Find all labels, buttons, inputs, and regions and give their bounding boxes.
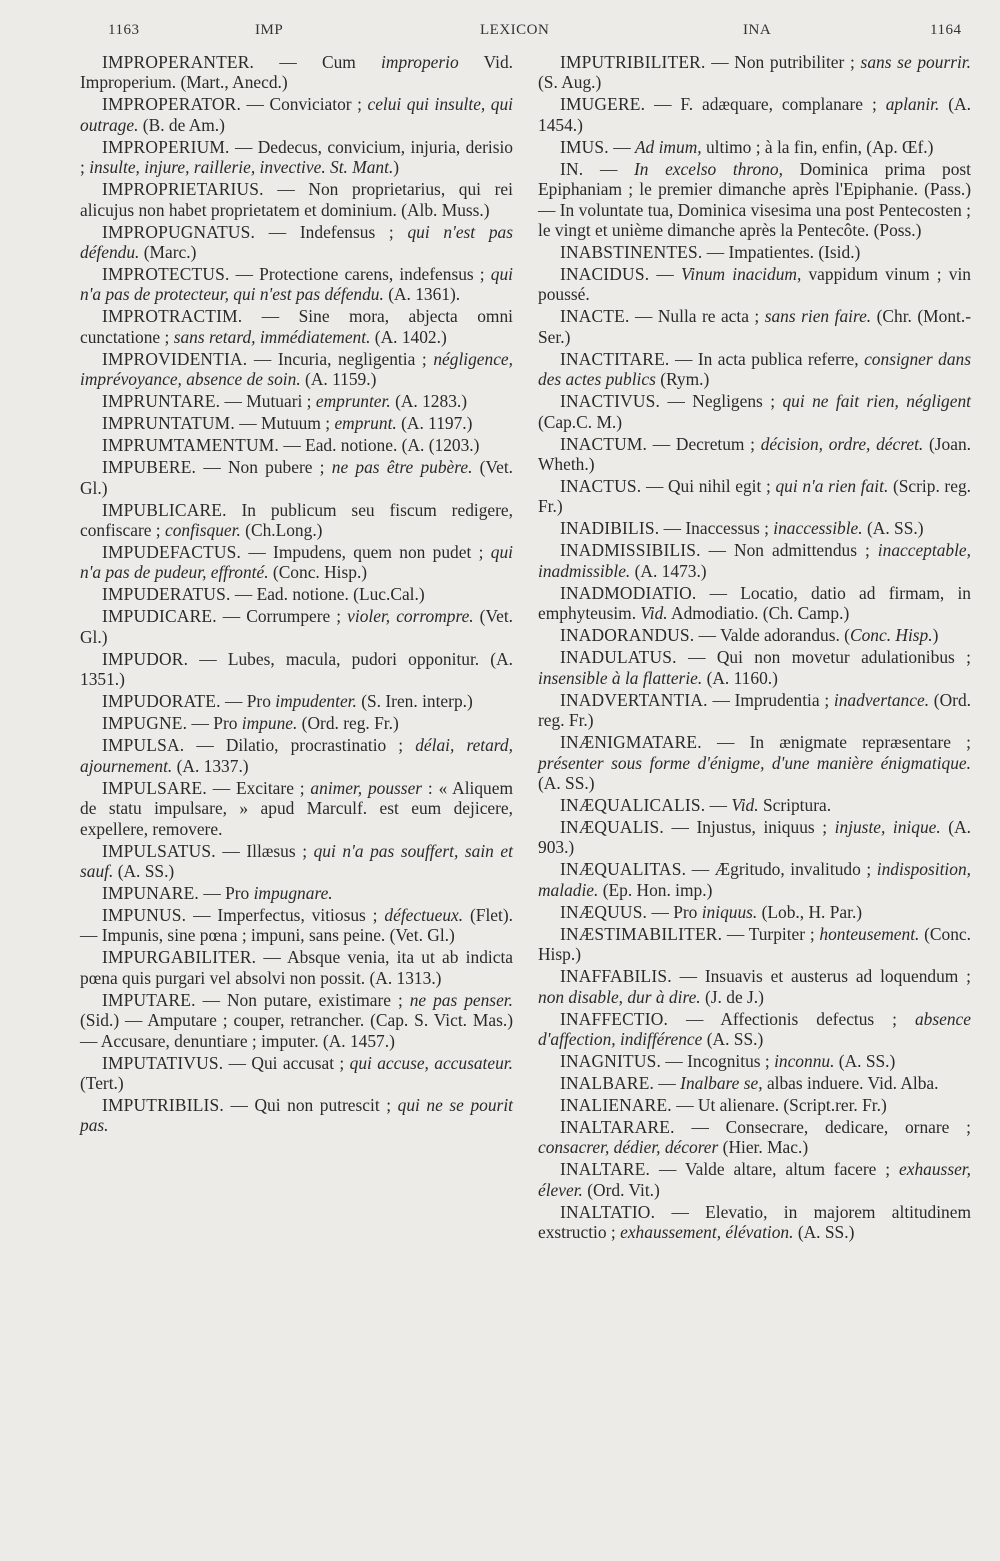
entry-definition: — Pro [198, 882, 254, 903]
dictionary-entry [80, 264, 513, 305]
entry-source: (Scrip. reg. Fr.) [538, 476, 971, 517]
entry-definition: — Affectionis defectus ; [668, 1008, 915, 1029]
entry-definition: — Negligens ; [660, 391, 783, 412]
dictionary-entry [538, 1095, 971, 1115]
dictionary-entry [80, 841, 513, 882]
dictionary-entry [80, 500, 513, 541]
entry-headword: IMPULSA. [102, 735, 185, 756]
entry-translation: sans retard, immédiatement. [173, 326, 371, 347]
entry-translation: qui ne fait rien, négligent [782, 391, 971, 412]
dictionary-entry [538, 52, 971, 93]
entry-headword: INACTE. [560, 306, 630, 327]
entry-headword: IMPROTRACTIM. [102, 306, 243, 327]
dictionary-entry [538, 137, 971, 157]
entry-translation: inacceptable, inadmissible. [538, 540, 971, 581]
entry-translation: présenter sous forme d'énigme, d'une manière énigmatique. [538, 752, 971, 773]
entry-definition: — Incognitus ; [661, 1050, 775, 1071]
dictionary-entry [80, 542, 513, 583]
entry-definition: — In ænigmate repræsentare ; [701, 732, 971, 753]
entry-headword: INAFFABILIS. [560, 966, 672, 987]
entry-headword: INACTITARE. [560, 348, 670, 369]
entry-source: (Conc. Hisp.) [268, 562, 368, 583]
entry-headword: IMPULSATUS. [102, 840, 216, 861]
entry-source: (Flet). — Impunis, sine pœna ; impuni, sans peine. (Vet. Gl.) [80, 904, 513, 946]
dictionary-entry [80, 457, 513, 498]
entry-definition: — Dedecus, convicium, injuria, derisio ; [80, 136, 513, 178]
dictionary-entry [80, 947, 513, 988]
entry-headword: IMPUDERATUS. [102, 584, 231, 605]
entry-definition: — Qui nihil egit ; [641, 476, 776, 497]
entry-definition: — Non proprietarius, qui rei alicujus non habet proprietatem et dominium. (Alb. Muss.) [80, 179, 513, 220]
entry-definition: — Impatientes. (Isid.) [702, 242, 861, 263]
dictionary-entry [80, 222, 513, 263]
entry-headword: IN. [560, 158, 584, 179]
left-page-number: 1163 [108, 22, 140, 38]
dictionary-entry [538, 817, 971, 858]
entry-headword: INADIBILIS. [560, 518, 660, 539]
dictionary-entry [538, 924, 971, 965]
entry-translation: In excelso throno, [633, 158, 783, 179]
entry-source: (A. 1197.) [396, 413, 473, 434]
entry-translation: insensible à la flatterie. [538, 667, 703, 688]
entry-headword: IMPUTARE. [102, 989, 196, 1010]
entry-source: (A. 1160.) [702, 667, 778, 688]
entry-definition: — Non putare, existimare ; [195, 989, 410, 1010]
entry-translation: Inalbare se, [680, 1072, 763, 1093]
entry-definition: — Non admittendus ; [700, 540, 878, 561]
entry-translation: qui n'a rien fait. [775, 476, 889, 497]
entry-definition: — F. adæquare, complanare ; [645, 94, 886, 115]
entry-definition: — Ead. notione. (A. (1203.) [278, 435, 480, 456]
entry-translation: qui n'a pas de protecteur, qui n'est pas défendu. [80, 264, 513, 305]
entry-definition: — Locatio, datio ad firmam, in emphyteusim. [538, 582, 971, 624]
entry-source: : « Aliquem de statu impulsare, » apud Marculf. est eum dejicere, expellere, removere. [80, 777, 513, 839]
entry-source: (A. 903.) [538, 816, 971, 858]
entry-translation: non disable, dur à dire. [538, 986, 701, 1007]
dictionary-entry [538, 349, 971, 390]
dictionary-entry [80, 649, 513, 690]
entry-translation: Vid. [731, 794, 759, 815]
dictionary-entry [538, 690, 971, 731]
entry-definition: — Imprudentia ; [707, 689, 834, 710]
entry-source: (S. Iren. interp.) [356, 691, 473, 712]
dictionary-entry [80, 691, 513, 711]
entry-translation: décision, ordre, décret. [760, 433, 924, 454]
entry-definition: — Conviciator ; [241, 94, 368, 115]
entry-definition: — Excitare ; [206, 777, 311, 798]
dictionary-entry [538, 732, 971, 793]
dictionary-entry [538, 264, 971, 305]
entry-definition: — Lubes, macula, pudori opponitur. (A. 1351.) [80, 648, 513, 690]
entry-definition: — Pro [220, 691, 276, 712]
dictionary-entry [80, 349, 513, 390]
entry-definition: — Elevatio, in majorem altitudinem exstructio ; [538, 1201, 971, 1243]
entry-source: Dominica prima post Epiphaniam ; le premier dimanche après l'Epiphanie. (Pass.) — In voluntate tua, Dominica visesima una post Pentecosten ; le vingt et unième dimanche après la Pentecôte. (Poss.) [538, 158, 971, 241]
entry-definition: — Sine mora, abjecta omni cunctatione ; [80, 306, 513, 347]
entry-translation: Vid. [640, 603, 668, 624]
dictionary-entry [80, 606, 513, 647]
entry-definition: — Valde altare, altum facere ; [650, 1159, 900, 1180]
entry-definition: — Qui accusat ; [223, 1052, 350, 1073]
entry-translation: indisposition, maladie. [538, 859, 971, 900]
entry-headword: INAGNITUS. [560, 1050, 662, 1071]
entry-source: (Sid.) — Amputare ; couper, retrancher. (Cap. S. Vict. Mas.) — Accusare, denuntiare ; imputer. (A. 1457.) [80, 1010, 513, 1051]
entry-source: (Tert.) [80, 1072, 124, 1093]
entry-definition: — Ead. notione. (Luc.Cal.) [230, 584, 425, 605]
entry-headword: INACIDUS. [560, 264, 650, 285]
entry-definition: — Ut [671, 1094, 720, 1115]
entry-definition: — Ægritudo, invalitudo ; [686, 859, 877, 880]
entry-definition: — Non pubere ; [196, 457, 332, 478]
dictionary-entry [80, 883, 513, 903]
right-page-number: 1164 [930, 22, 962, 38]
entry-definition: — Qui non movetur adulationibus ; [676, 647, 971, 668]
dictionary-entry [538, 647, 971, 688]
entry-headword: IMPROPERATOR. [102, 94, 242, 115]
dictionary-entry [80, 735, 513, 776]
entry-source: (Ep. Hon. imp.) [598, 879, 713, 900]
entry-headword: IMPROPERANTER. [102, 52, 255, 72]
entry-translation: qui ne se pourit pas. [80, 1094, 513, 1136]
dictionary-entry [80, 1053, 513, 1094]
entry-headword: INACTIVUS. [560, 391, 661, 412]
entry-definition: — Mutuum ; [234, 413, 335, 434]
entry-source: ) [932, 625, 939, 646]
dictionary-entry [80, 94, 513, 135]
dictionary-entry [538, 94, 971, 135]
entry-headword: IMPUTRIBILITER. [560, 52, 706, 72]
dictionary-entry [538, 391, 971, 432]
entry-translation: négligence, imprévoyance, absence de soin. [80, 348, 513, 390]
entry-translation: qui accuse, accusateur. [349, 1052, 513, 1073]
entry-translation: sans se pourrir. [860, 52, 971, 72]
entry-headword: IMPRUNTARE. [102, 391, 221, 412]
entry-source: (Marc.) [139, 242, 197, 263]
entry-headword: IMUGERE. [560, 94, 646, 115]
dictionary-entry [80, 713, 513, 733]
entry-translation: impugnare. [253, 882, 333, 903]
entry-translation: ne pas être pubère. [331, 457, 473, 478]
entry-source: (Cap.C. M.) [538, 411, 623, 432]
entry-translation: inaccessible. [773, 518, 863, 539]
dictionary-entry [80, 179, 513, 220]
entry-definition: — Protectione carens, indefensus ; [229, 264, 491, 285]
entry-source: (A. SS.) [834, 1050, 896, 1071]
entry-headword: IMPUGNE. [102, 713, 188, 734]
entry-translation: honteusement. [819, 923, 920, 944]
entry-source: (B. de Am.) [138, 114, 225, 135]
entry-headword: IMPUBERE. [102, 457, 197, 478]
entry-source: (Ord. reg. Fr.) [297, 713, 399, 734]
dictionary-entry [538, 1009, 971, 1050]
dictionary-entry [538, 434, 971, 475]
entry-source: alienare. (Script.rer. Fr.) [719, 1094, 887, 1115]
dictionary-entry [80, 1095, 513, 1136]
entry-definition: — Consecrare, dedicare, ornare ; [674, 1116, 971, 1137]
dictionary-entry [80, 52, 513, 93]
left-column [80, 52, 513, 1137]
entry-headword: INÆQUALITAS. [560, 859, 687, 880]
left-running-head: IMP [255, 22, 284, 38]
entry-definition: — Pro [187, 713, 242, 734]
entry-headword: INÆQUALICALIS. [560, 794, 706, 815]
entry-source: (A. SS.) [113, 860, 175, 881]
entry-translation: confisquer. [164, 520, 241, 541]
entry-translation: emprunt. [334, 413, 397, 434]
right-running-head: INA [743, 22, 772, 38]
entry-source: (Hier. Mac.) [718, 1137, 809, 1158]
entry-translation: exhausser, élever. [538, 1159, 971, 1200]
entry-definition: — Absque venia, ita ut ab indicta pœna quis purgari vel absolvi non possit. (A. 1313.) [80, 947, 513, 988]
dictionary-entry [538, 476, 971, 517]
dictionary-entry [538, 625, 971, 645]
entry-translation: Vinum inacidum, [680, 264, 802, 285]
dictionary-entry [80, 306, 513, 347]
entry-source: (A. 1337.) [172, 755, 249, 776]
entry-translation: celui qui insulte, qui outrage. [80, 94, 514, 135]
entry-definition: — Inaccessus ; [659, 518, 774, 539]
dictionary-entry [538, 518, 971, 538]
entry-source: (A. SS.) [793, 1222, 855, 1243]
entry-source: (Vet. Gl.) [80, 457, 513, 498]
entry-headword: IMPUDICARE. [102, 606, 217, 627]
entry-definition: — Mutuari ; [220, 391, 316, 412]
entry-definition: — Incuria, negligentia ; [247, 348, 434, 369]
entry-headword: INALIENARE. [560, 1094, 672, 1115]
entry-source: (Lob., H. Par.) [757, 901, 863, 922]
entry-translation: Ad imum, [634, 136, 702, 157]
entry-headword: INALTARE. [560, 1159, 651, 1180]
entry-source: (A. 1473.) [630, 560, 707, 581]
entry-translation: emprunter. [315, 391, 391, 412]
dictionary-entry [80, 391, 513, 411]
entry-source: albas induere. Vid. Alba. [762, 1072, 939, 1093]
entry-source: (A. SS.) [538, 772, 595, 793]
dictionary-entry [538, 1117, 971, 1158]
entry-translation: impudenter. [275, 691, 357, 712]
entry-definition: — Cum [254, 52, 382, 72]
entry-headword: INÆSTIMABILITER. [560, 923, 723, 944]
entry-translation: aplanir. [885, 94, 940, 115]
entry-headword: INÆQUALIS. [560, 816, 664, 837]
entry-headword: INALTATIO. [560, 1201, 656, 1222]
entry-definition: — Turpiter ; [722, 923, 820, 944]
entry-definition: — Impudens, quem non pudet ; [241, 542, 491, 563]
entry-source: (A. SS.) [702, 1028, 764, 1049]
entry-headword: IMPROPERIUM. [102, 136, 230, 157]
entry-headword: INADMISSIBILIS. [560, 540, 701, 561]
entry-source: Vid. Improperium. (Mart., Anecd.) [80, 52, 513, 93]
entry-translation: ne pas penser. [409, 989, 513, 1010]
entry-translation: improperio [381, 52, 459, 72]
entry-source: (A. 1283.) [390, 391, 468, 412]
entry-definition: — Non putribiliter ; [705, 52, 861, 72]
entry-definition: — Decretum ; [647, 433, 761, 454]
dictionary-entry [80, 584, 513, 604]
entry-translation: qui n'a pas de pudeur, effronté. [80, 542, 513, 583]
entry-headword: IMPRUNTATUM. [102, 413, 235, 434]
entry-headword: INABSTINENTES. [560, 242, 703, 263]
entry-translation: violer, corrompre. [347, 606, 474, 627]
entry-definition: — [654, 1072, 681, 1093]
entry-translation: absence d'affection, indifférence [538, 1008, 971, 1049]
entry-headword: INALBARE. [560, 1072, 655, 1093]
entry-source: (A. 1361). [383, 284, 461, 305]
entry-translation: défectueux. [384, 904, 464, 925]
entry-definition: In publicum seu fiscum redigere, confiscare ; [80, 499, 513, 541]
dictionary-entry [80, 137, 513, 178]
dictionary-entry [80, 435, 513, 455]
entry-headword: IMPROPRIETARIUS. [102, 179, 264, 200]
dictionary-entry [538, 966, 971, 1007]
entry-definition: — [608, 136, 635, 157]
entry-translation: animer, pousser [310, 777, 423, 798]
entry-translation: exhaussement, élévation. [620, 1222, 794, 1243]
entry-source: (Joan. Wheth.) [538, 433, 971, 475]
entry-headword: IMPUBLICARE. [102, 499, 227, 520]
entry-source: (Conc. Hisp.) [538, 923, 971, 965]
dictionary-entry [80, 905, 513, 946]
entry-definition: — Insuavis et austerus ad loquendum ; [671, 966, 971, 987]
entry-source: (S. Aug.) [538, 72, 602, 93]
page-title: LEXICON [480, 22, 550, 38]
dictionary-entry [538, 306, 971, 347]
dictionary-entry [538, 1159, 971, 1200]
entry-headword: INADORANDUS. [560, 625, 695, 646]
entry-headword: IMPUTRIBILIS. [102, 1094, 224, 1115]
entry-translation: délai, retard, ajournement. [80, 735, 513, 776]
entry-source: (Ch.Long.) [240, 520, 323, 541]
entry-headword: IMPUNUS. [102, 904, 187, 925]
entry-source: Scriptura. [758, 794, 832, 815]
entry-source: (A. 1159.) [300, 369, 377, 390]
entry-translation: inadvertance. [833, 689, 930, 710]
entry-source: (A. 1402.) [370, 326, 447, 347]
dictionary-entry [538, 1202, 971, 1243]
dictionary-entry [538, 583, 971, 624]
entry-headword: IMPRUMTAMENTUM. [102, 435, 279, 456]
entry-headword: INALTARARE. [560, 1116, 675, 1137]
entry-translation: qui n'est pas défendu. [80, 221, 513, 263]
dictionary-entry [80, 778, 513, 839]
entry-source: (Ord. Vit.) [582, 1179, 660, 1200]
entry-translation: consigner dans des actes publics [538, 348, 971, 390]
entry-headword: INADMODIATIO. [560, 582, 697, 603]
entry-translation: insulte, injure, raillerie, invective. St. Mant. [89, 157, 394, 178]
entry-headword: IMUS. [560, 136, 609, 157]
entry-translation: inconnu. [774, 1050, 835, 1071]
entry-headword: IMPULSARE. [102, 777, 207, 798]
entry-definition: — Pro [647, 901, 702, 922]
entry-headword: IMPUDOR. [102, 648, 189, 669]
entry-headword: IMPROTECTUS. [102, 264, 230, 285]
entry-source: (Rym.) [655, 369, 710, 390]
dictionary-entry [80, 413, 513, 433]
entry-definition: — Dilatio, procrastinatio ; [184, 735, 416, 756]
dictionary-entry [538, 1051, 971, 1071]
entry-definition: — [583, 158, 634, 179]
dictionary-entry [538, 242, 971, 262]
entry-headword: IMPUDORATE. [102, 691, 221, 712]
entry-definition: — Injustus, iniquus ; [663, 816, 835, 837]
entry-translation: qui n'a pas souffert, sain et sauf. [80, 840, 513, 881]
entry-source: ) [393, 157, 400, 178]
dictionary-entry [538, 795, 971, 815]
entry-source: vappidum vinum ; vin poussé. [538, 264, 971, 305]
entry-definition: — Qui non putrescit ; [223, 1094, 398, 1115]
entry-translation: impune. [241, 713, 298, 734]
entry-source: (A. 1454.) [538, 94, 972, 135]
dictionary-entry [538, 540, 971, 581]
entry-translation: iniquus. [701, 901, 758, 922]
entry-definition: — [649, 264, 681, 285]
entry-definition: — Indefensus ; [255, 221, 408, 242]
entry-source: ultimo ; à la fin, enfin, (Ap. Œf.) [701, 136, 934, 157]
entry-source: (Vet. Gl.) [80, 606, 513, 647]
dictionary-entry [538, 1073, 971, 1093]
entry-headword: IMPROPUGNATUS. [102, 221, 256, 242]
entry-translation: consacrer, dédier, décorer [538, 1137, 719, 1158]
dictionary-entry [538, 159, 971, 241]
dictionary-entry [80, 990, 513, 1051]
entry-headword: IMPUDEFACTUS. [102, 542, 242, 563]
entry-headword: INÆQUUS. [560, 901, 648, 922]
entry-source: Admodiatio. (Ch. Camp.) [667, 603, 850, 624]
entry-definition: — Imperfectus, vitiosus ; [186, 904, 385, 925]
entry-headword: IMPUTATIVUS. [102, 1052, 224, 1073]
entry-definition: — Illæsus ; [215, 840, 314, 861]
entry-definition: — Nulla re acta ; [629, 306, 765, 327]
entry-headword: IMPUNARE. [102, 882, 199, 903]
entry-source: (Ord. reg. Fr.) [538, 689, 971, 731]
entry-headword: INAFFECTIO. [560, 1008, 668, 1029]
entry-headword: INACTUS. [560, 476, 642, 497]
entry-source: (Chr. (Mont.-Ser.) [538, 306, 971, 347]
entry-headword: INADVERTANTIA. [560, 689, 708, 710]
entry-headword: IMPURGABILITER. [102, 947, 257, 968]
dictionary-entry [538, 859, 971, 900]
entry-source: (J. de J.) [700, 986, 764, 1007]
entry-definition: — Corrumpere ; [216, 606, 348, 627]
entry-translation: sans rien faire. [764, 306, 872, 327]
entry-translation: injuste, inique. [834, 816, 941, 837]
right-column [538, 52, 971, 1244]
dictionary-entry [538, 902, 971, 922]
entry-definition: — Valde adorandus. ( [694, 625, 850, 646]
entry-headword: INACTUM. [560, 433, 648, 454]
entry-definition: — [705, 794, 732, 815]
entry-source: (A. SS.) [862, 518, 924, 539]
entry-headword: INADULATUS. [560, 647, 677, 668]
entry-definition: — In acta publica referre, [669, 348, 865, 369]
entry-headword: INÆNIGMATARE. [560, 732, 702, 753]
entry-headword: IMPROVIDENTIA. [102, 348, 248, 369]
entry-translation: Conc. Hisp. [849, 625, 933, 646]
